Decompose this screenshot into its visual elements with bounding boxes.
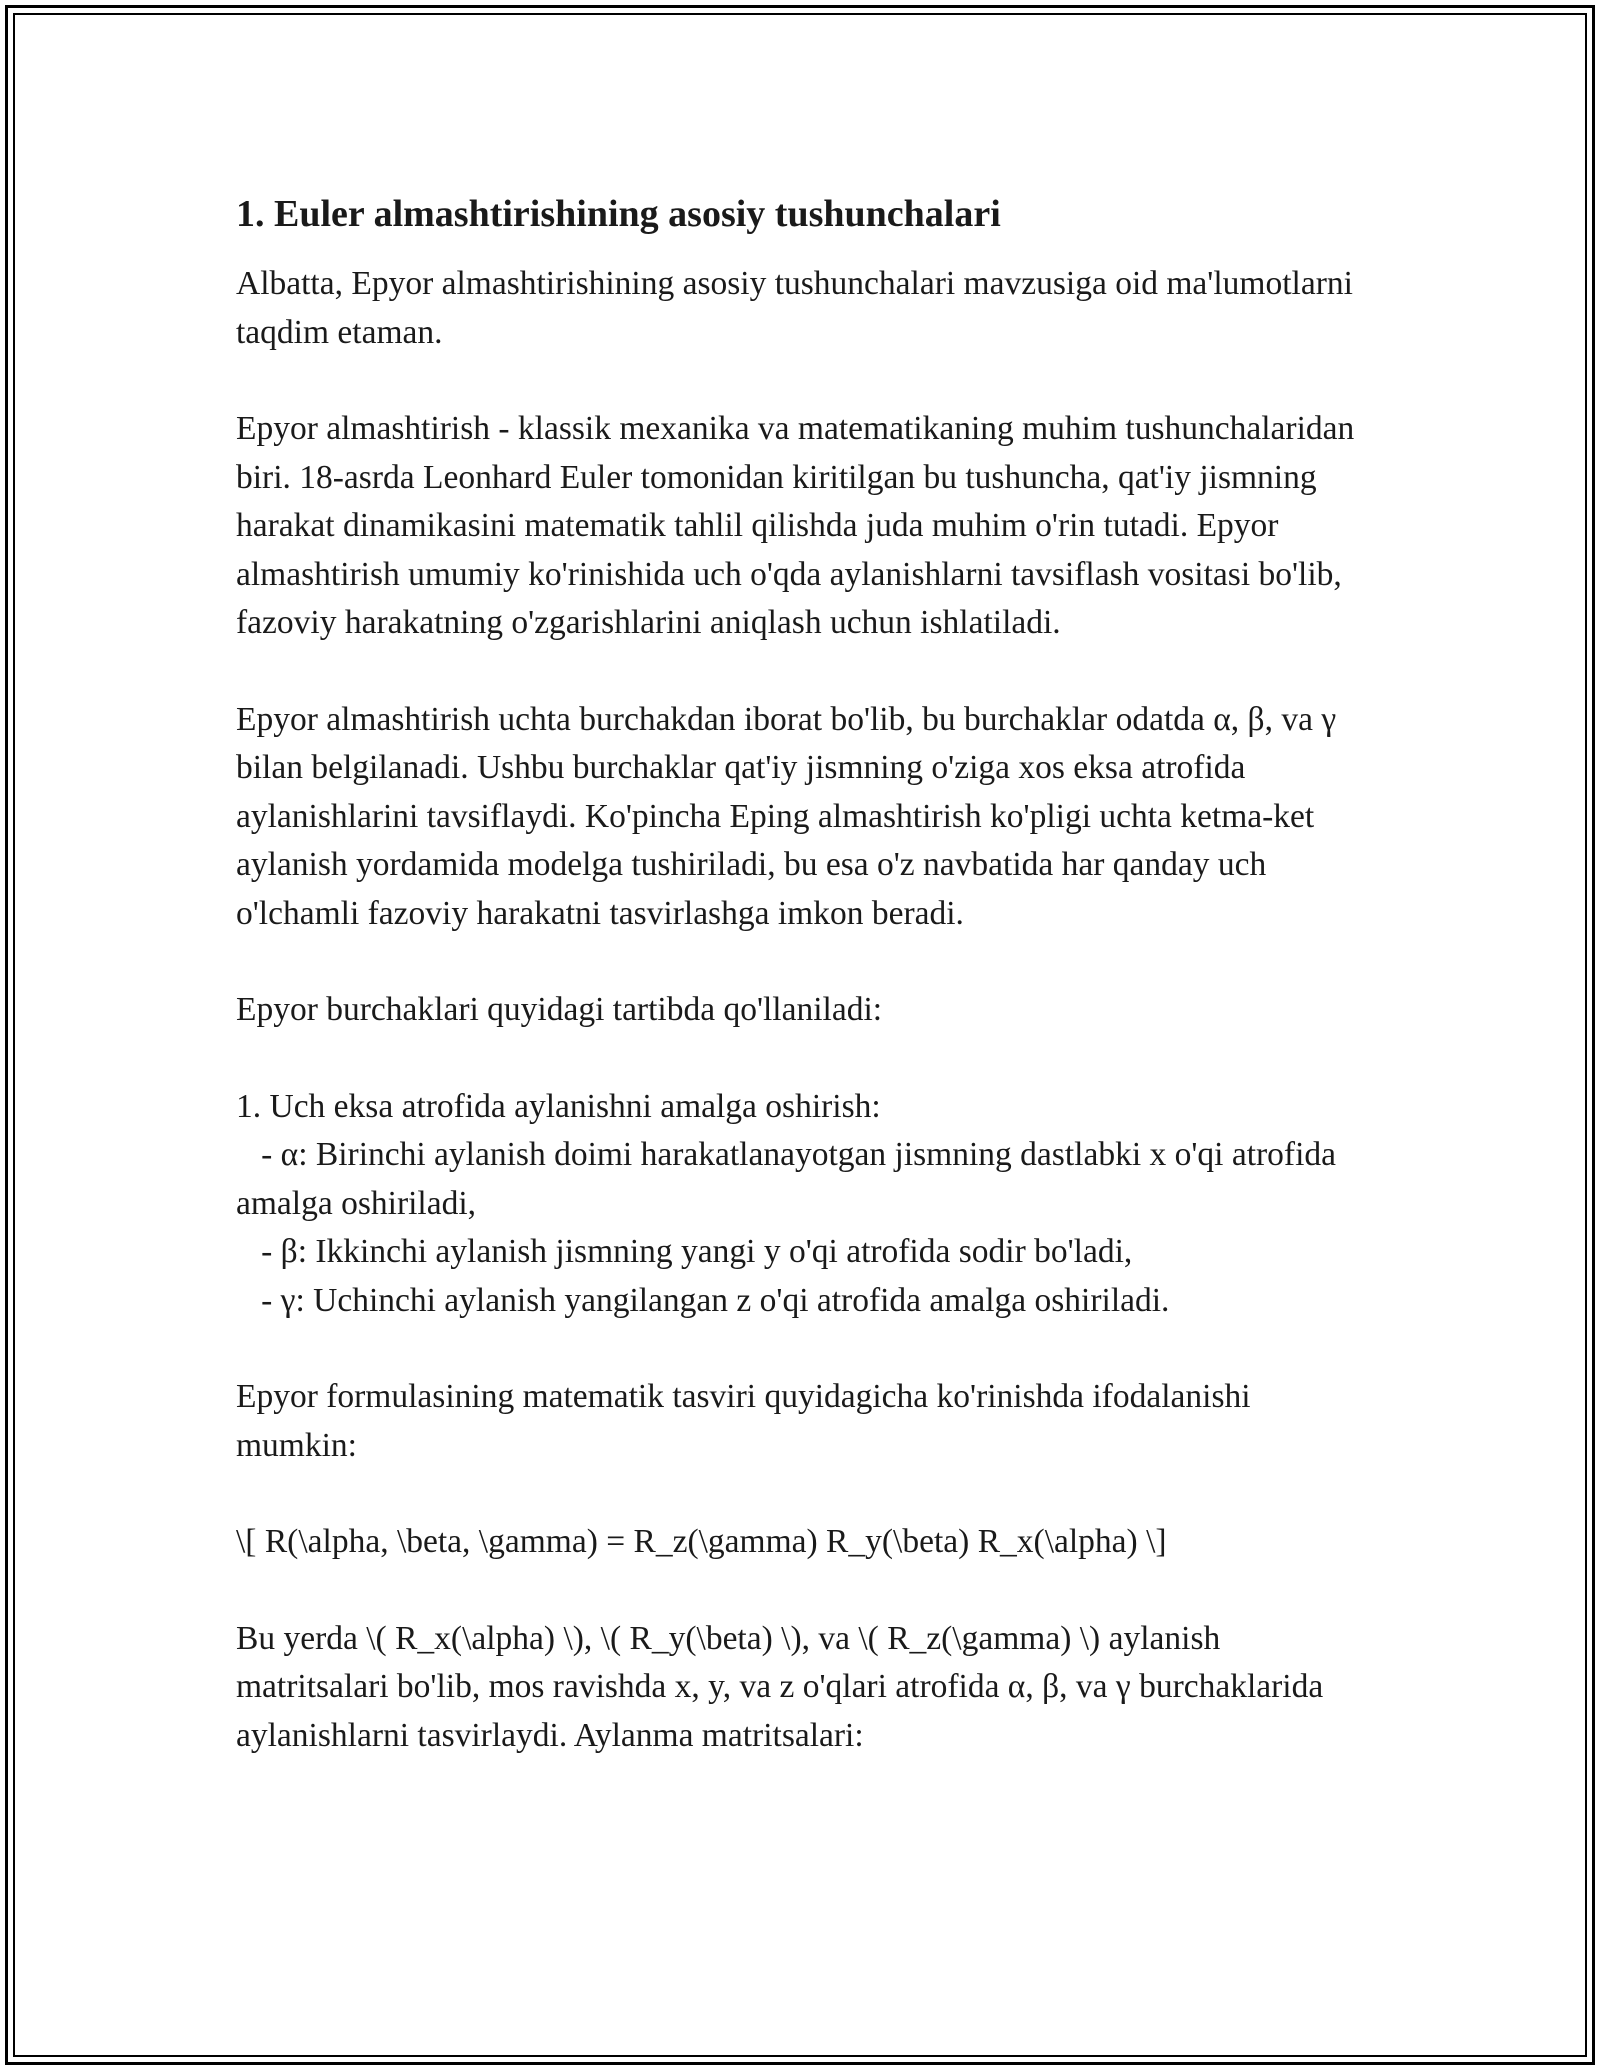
document-body <box>236 186 1364 1808</box>
formula-intro-paragraph: Epyor formulasining matematik tasviri quyidagicha ko'rinishda ifodalanishi mumkin: <box>236 1378 1251 1464</box>
section-heading: 1. Euler almashtirishining asosiy tushunchalari <box>236 193 1001 235</box>
intro-paragraph: Albatta, Epyor almashtirishining asosiy tushunchalari mavzusiga oid ma'lumotlarni taqdim etaman. <box>236 265 1353 351</box>
matrices-paragraph: Bu yerda \( R_x(\alpha) \), \( R_y(\beta) \), va \( R_z(\gamma) \) aylanish matritsalari bo'lib, mos ravishda x, y, va z o'qlari atrofida α, β, va γ burchaklarida aylanishlarni tasvirlaydi. Aylanma matritsalari: <box>236 1619 1324 1754</box>
angles-paragraph: Epyor almashtirish uchta burchakdan iborat bo'lib, bu burchaklar odatda α, β, va γ bilan belgilanadi. Ushbu burchaklar qat'iy jismning o'ziga xos eksa atrofida aylanishlarini tavsiflaydi. Ko'pincha Eping almashtirish ko'pligi uchta ketma-ket aylanish yordamida modelga tushiriladi, bu esa o'z navbatida har qanday uch o'lchamli fazoviy harakatni tasvirlashga imkon beradi. <box>236 700 1337 932</box>
order-paragraph: Epyor burchaklari quyidagi tartibda qo'llaniladi: <box>236 991 883 1028</box>
list-subitem-text: - β: Ikkinchi aylanish jismning yangi y o'qi atrofida sodir bo'ladi, <box>261 1233 1133 1270</box>
list-subitem-gamma <box>236 1277 1364 1326</box>
list-item: 1. Uch eksa atrofida aylanishni amalga oshirish: <box>236 1087 881 1125</box>
list-subitem-beta <box>236 1228 1364 1277</box>
list-subitem-alpha <box>236 1131 1364 1228</box>
list-subitem-text: - α: Birinchi aylanish doimi harakatlanayotgan jismning dastlabki x o'qi atrofida amalga oshiriladi, <box>236 1136 1337 1222</box>
definition-paragraph: Epyor almashtirish - klassik mexanika va matematikaning muhim tushunchalaridan biri. 18-asrda Leonhard Euler tomonidan kiritilgan bu tushuncha, qat'iy jismning harakat dinamikasini matematik tahlil qilishda juda muhim o'rin tutadi. Epyor almashtirish umumiy ko'rinishida uch o'qda aylanishlarni tavsiflash vositasi bo'lib, fazoviy harakatning o'zgarishlarini aniqlash uchun ishlatiladi. <box>236 410 1355 641</box>
rotation-formula: \[ R(\alpha, \beta, \gamma) = R_z(\gamma) R_y(\beta) R_x(\alpha) \] <box>236 1523 1167 1560</box>
list-subitem-text: - γ: Uchinchi aylanish yangilangan z o'qi atrofida amalga oshiriladi. <box>261 1281 1170 1319</box>
rotation-list <box>236 1083 1364 1326</box>
